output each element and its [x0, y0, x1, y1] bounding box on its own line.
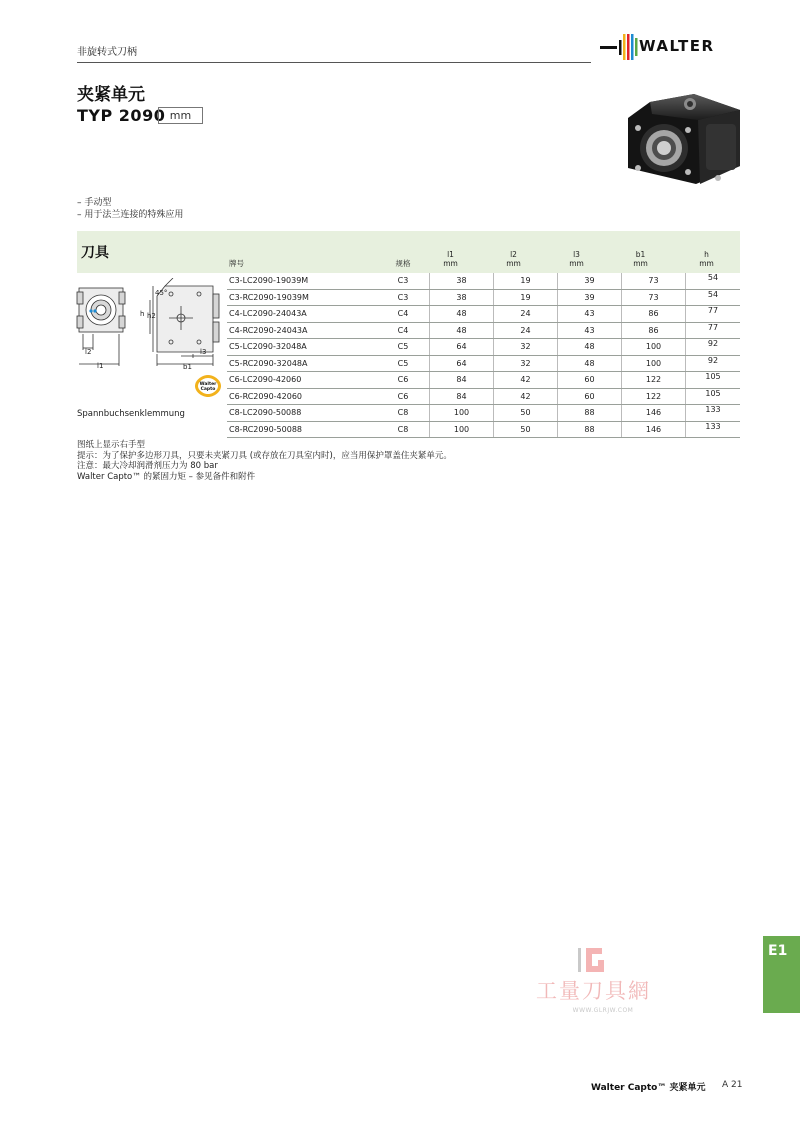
value-cell: 48	[430, 306, 494, 323]
table-row	[227, 405, 740, 422]
value-cell: C6	[377, 372, 430, 389]
page-title: 夹紧单元	[77, 85, 145, 105]
value-cell: 92	[686, 355, 741, 372]
value-cell: 38	[430, 273, 494, 289]
tools-table	[227, 273, 740, 438]
value-cell: 60	[558, 372, 622, 389]
designation-cell: C8-RC2090-50088	[227, 421, 377, 438]
value-cell: 77	[686, 306, 741, 323]
designation-cell: C3-LC2090-19039M	[227, 273, 377, 289]
value-cell: C4	[377, 322, 430, 339]
dim-b1-label: b1	[183, 363, 192, 370]
table-row	[227, 339, 740, 356]
value-cell: 84	[430, 388, 494, 405]
table-row	[227, 306, 740, 323]
note-line: 注意：最大冷却润滑剂压力为 80 bar	[77, 461, 218, 471]
value-cell: 64	[430, 339, 494, 356]
value-cell: 48	[558, 339, 622, 356]
value-cell: C4	[377, 306, 430, 323]
page-number: A 21	[722, 1080, 743, 1090]
designation-cell: C8-LC2090-50088	[227, 405, 377, 422]
designation-cell: C3-RC2090-19039M	[227, 289, 377, 306]
header-rule	[77, 62, 591, 63]
dim-h2-label: h2	[147, 312, 156, 320]
value-cell: 122	[622, 372, 686, 389]
value-cell: 133	[686, 405, 741, 422]
value-cell: 146	[622, 405, 686, 422]
table-row	[227, 289, 740, 306]
value-cell: 146	[622, 421, 686, 438]
value-cell: 32	[494, 355, 558, 372]
value-cell: 24	[494, 306, 558, 323]
value-cell: 92	[686, 339, 741, 356]
table-row	[227, 372, 740, 389]
designation-cell: C6-RC2090-42060	[227, 388, 377, 405]
value-cell: 54	[686, 273, 741, 289]
col-designation: 牌号	[229, 259, 244, 268]
dim-l1-label: l1	[97, 362, 104, 370]
value-cell: 43	[558, 306, 622, 323]
badge-line-1: Walter	[199, 382, 217, 387]
value-cell: 48	[558, 355, 622, 372]
walter-logo	[598, 30, 740, 62]
value-cell: 77	[686, 322, 741, 339]
value-cell: C8	[377, 421, 430, 438]
note-line: Walter Capto™ 的紧固力矩 – 参见备件和附件	[77, 471, 256, 482]
designation-cell: C6-LC2090-42060	[227, 372, 377, 389]
table-header	[227, 248, 740, 270]
badge-line-2: Capto	[200, 387, 216, 392]
value-cell: 64	[430, 355, 494, 372]
section-tab[interactable]	[763, 936, 800, 1013]
clamping-label: Spannbuchsenklemmung	[77, 409, 185, 419]
value-cell: 38	[430, 289, 494, 306]
watermark	[536, 944, 671, 1016]
value-cell: C5	[377, 355, 430, 372]
dim-l3-label: l3	[200, 348, 207, 356]
value-cell: 60	[558, 388, 622, 405]
value-cell: 86	[622, 306, 686, 323]
angle-label: 45°	[155, 289, 168, 297]
value-cell: C8	[377, 405, 430, 422]
value-cell: 88	[558, 405, 622, 422]
col-l2: l2 mm	[506, 250, 521, 268]
col-h: h mm	[699, 250, 714, 268]
feature-item: – 用于法兰连接的特殊应用	[77, 210, 184, 220]
value-cell: 73	[622, 289, 686, 306]
notes	[77, 440, 452, 482]
unit-box: mm	[158, 107, 203, 124]
value-cell: 39	[558, 273, 622, 289]
value-cell: 105	[686, 388, 741, 405]
value-cell: 122	[622, 388, 686, 405]
value-cell: 39	[558, 289, 622, 306]
table-row	[227, 273, 740, 289]
product-photo	[622, 88, 744, 188]
value-cell: 100	[430, 405, 494, 422]
walter-capto-badge	[194, 374, 222, 398]
table-row	[227, 388, 740, 405]
value-cell: C5	[377, 339, 430, 356]
technical-drawing	[73, 278, 223, 370]
value-cell: 54	[686, 289, 741, 306]
value-cell: 48	[430, 322, 494, 339]
designation-cell: C4-LC2090-24043A	[227, 306, 377, 323]
section-tab-label: E1	[768, 943, 788, 959]
value-cell: 105	[686, 372, 741, 389]
value-cell: 42	[494, 388, 558, 405]
value-cell: 43	[558, 322, 622, 339]
designation-cell: C5-RC2090-32048A	[227, 355, 377, 372]
value-cell: 88	[558, 421, 622, 438]
table-row	[227, 322, 740, 339]
value-cell: 84	[430, 372, 494, 389]
type-label: TYP 2090	[77, 106, 166, 125]
logo-text: WALTER	[639, 37, 715, 55]
value-cell: 50	[494, 405, 558, 422]
watermark-text: 工量刀具網	[536, 979, 651, 1003]
dim-h-label: h	[140, 310, 145, 318]
value-cell: 42	[494, 372, 558, 389]
col-size: 规格	[395, 259, 411, 268]
value-cell: 100	[622, 339, 686, 356]
value-cell: 100	[622, 355, 686, 372]
tools-heading: 刀具	[81, 245, 109, 261]
value-cell: 19	[494, 289, 558, 306]
col-b1: b1 mm	[633, 250, 648, 268]
value-cell: C3	[377, 273, 430, 289]
value-cell: C6	[377, 388, 430, 405]
table-row	[227, 421, 740, 438]
dim-l2-label: l2	[85, 348, 92, 356]
designation-cell: C5-LC2090-32048A	[227, 339, 377, 356]
designation-cell: C4-RC2090-24043A	[227, 322, 377, 339]
value-cell: 50	[494, 421, 558, 438]
value-cell: 133	[686, 421, 741, 438]
value-cell: 73	[622, 273, 686, 289]
value-cell: 86	[622, 322, 686, 339]
note-line: 图纸上显示右手型	[77, 440, 146, 450]
footer-title: Walter Capto™ 夹紧单元	[591, 1083, 706, 1093]
value-cell: 100	[430, 421, 494, 438]
feature-item: – 手动型	[77, 198, 112, 208]
col-l3: l3 mm	[569, 250, 584, 268]
value-cell: C3	[377, 289, 430, 306]
watermark-url: WWW.GLRJW.COM	[572, 1007, 634, 1014]
table-row	[227, 355, 740, 372]
note-line: 提示：为了保护多边形刀具，只要未夹紧刀具 (或存放在刀具室内时)，应当用保护罩盖住夹紧单元。	[77, 450, 452, 461]
feature-list	[77, 197, 183, 221]
value-cell: 32	[494, 339, 558, 356]
value-cell: 24	[494, 322, 558, 339]
header-category: 非旋转式刀柄	[77, 47, 137, 58]
value-cell: 19	[494, 273, 558, 289]
col-l1: l1 mm	[443, 250, 458, 268]
